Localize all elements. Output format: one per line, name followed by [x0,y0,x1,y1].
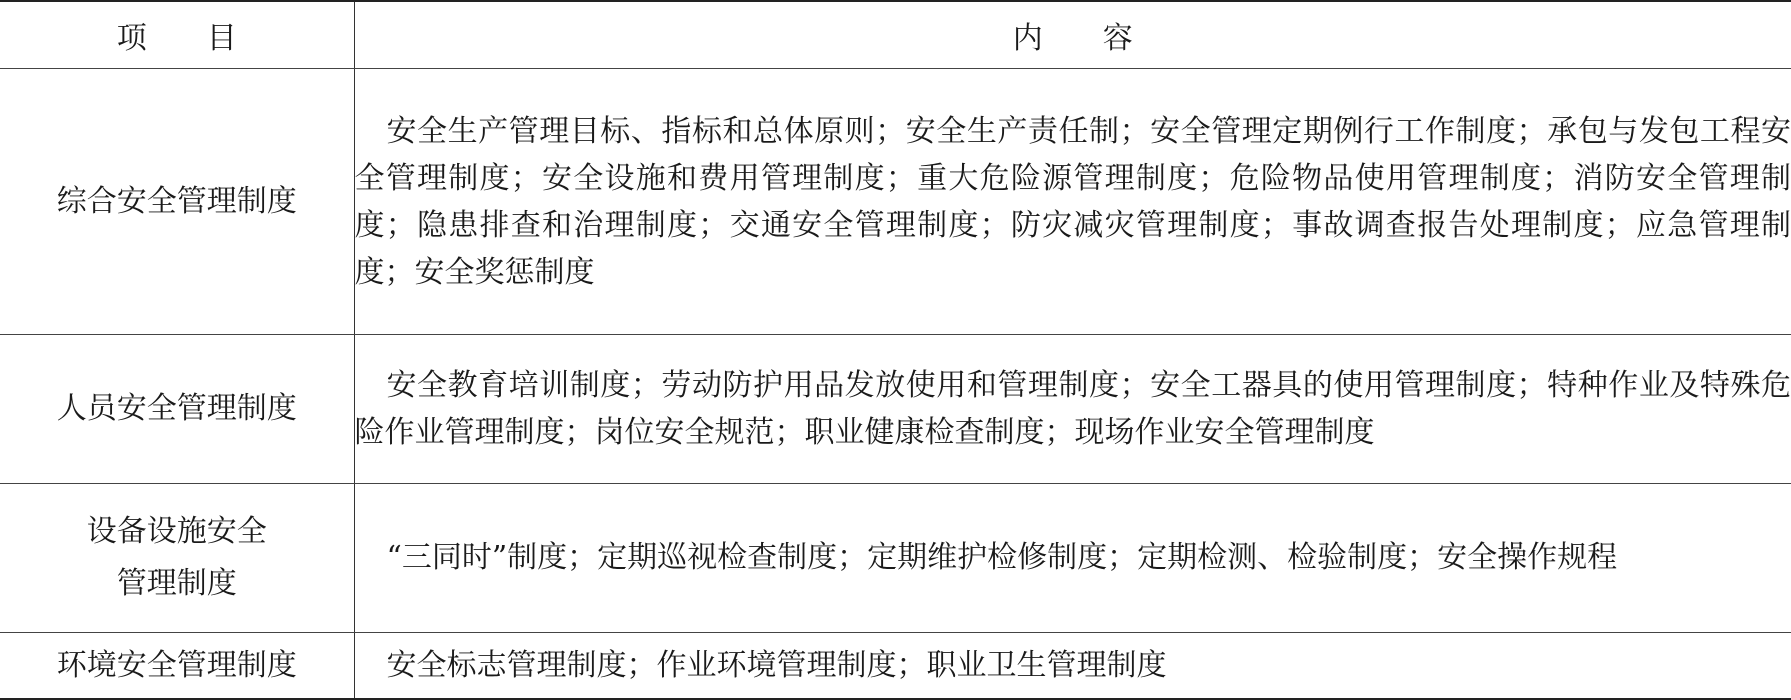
item-cell [0,335,354,484]
item-cell [0,633,354,700]
column-header-content [354,1,1791,69]
column-header-item-label: 项 目 [116,21,237,56]
table-row [0,69,1791,335]
content-cell [354,69,1791,335]
item-label: 综合安全管理制度 [56,183,297,219]
item-label: 人员安全管理制度 [56,391,297,426]
content-text: 安全教育培训制度；劳动防护用品发放使用和管理制度；安全工器具的使用管理制度；特种作业及特殊危险作业管理制度；岗位安全规范；职业健康检查制度；现场作业安全管理制度 [354,368,1791,450]
item-label-line-2: 管理制度 [116,566,237,601]
table-row [0,335,1791,484]
item-label: 环境安全管理制度 [56,647,297,683]
table-row [0,633,1791,700]
column-header-content-label: 内 容 [1012,21,1133,56]
content-text: 安全生产管理目标、指标和总体原则；安全生产责任制；安全管理定期例行工作制度；承包与发包工程安全管理制度；安全设施和费用管理制度；重大危险源管理制度；危险物品使用管理制度；消防安全管理制度；隐患排查和治理制度；交通安全管理制度；防灾减灾管理制度；事故调查报告处理制度；应急管理制度；安全奖惩制度 [354,113,1791,290]
table-row [0,484,1791,633]
content-cell [354,484,1791,633]
item-cell [0,484,354,633]
table-header-row [0,1,1791,69]
content-text: “三同时”制度；定期巡视检查制度；定期维护检修制度；定期检测、检验制度；安全操作规程 [386,540,1618,575]
item-label-line-1: 设备设施安全 [86,514,267,549]
content-text: 安全标志管理制度；作业环境管理制度；职业卫生管理制度 [386,647,1167,683]
content-cell [354,335,1791,484]
column-header-item [0,1,354,69]
content-cell [354,633,1791,700]
item-cell [0,69,354,335]
